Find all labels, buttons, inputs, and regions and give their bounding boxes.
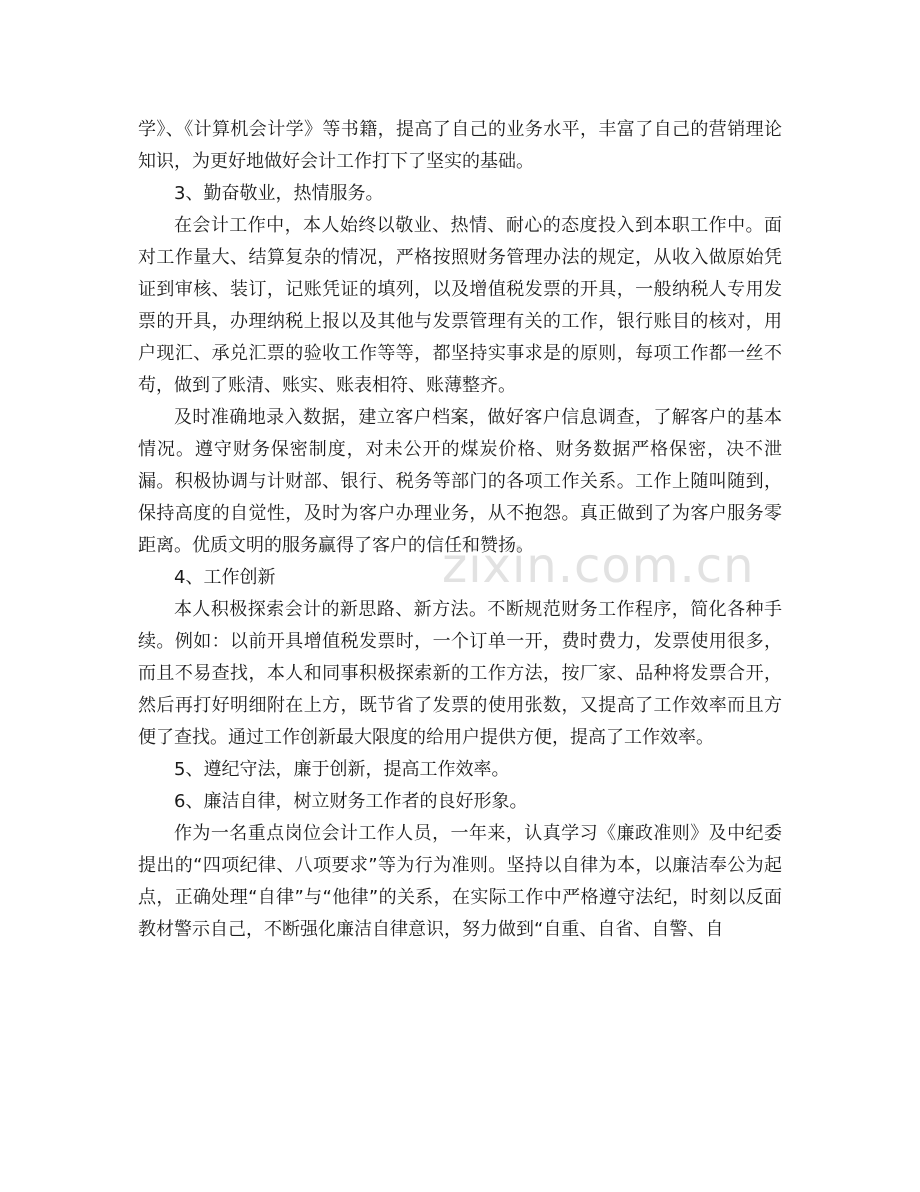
paragraph-1: 学》、《计算机会计学》等书籍，提高了自己的业务水平，丰富了自己的营销理论知识，为更好地做好会计工作打下了坚实的基础。	[138, 119, 782, 172]
heading-5-discipline: 5、遵纪守法，廉于创新，提高工作效率。	[174, 759, 510, 780]
heading-4-innovation: 4、工作创新	[174, 567, 276, 588]
paragraph-accounting-work: 在会计工作中，本人始终以敬业、热情、耐心的态度投入到本职工作中。面对工作量大、结算复杂的情况，严格按照财务管理办法的规定，从收入做原始凭证到审核、装订，记账凭证的填列，以及增值税发票的开具，一般纳税人专用发票的开具，办理纳税上报以及其他与发票管理有关的工作，银行账目的核对，用户现汇、承兑汇票的验收工作等等，都坚持实事求是的原则，每项工作都一丝不苟，做到了账清、账实、账表相符、账薄整齐。	[138, 215, 782, 396]
paragraph-integrity: 作为一名重点岗位会计工作人员，一年来，认真学习《廉政准则》及中纪委提出的“四项纪律、八项要求”等为行为准则。坚持以自律为本，以廉洁奉公为起点，正确处理“自律”与“他律”的关系，在实际工作中严格遵守法纪，时刻以反面教材警示自己，不断强化廉洁自律意识，努力做到“自重、自省、自警、自	[138, 823, 782, 940]
heading-3-diligence: 3、勤奋敬业，热情服务。	[174, 183, 384, 204]
paragraph-client-data: 及时准确地录入数据，建立客户档案，做好客户信息调查，了解客户的基本情况。遵守财务保密制度，对未公开的煤炭价格、财务数据严格保密，决不泄漏。积极协调与计财部、银行、税务等部门的各项工作关系。工作上随叫随到，保持高度的自觉性，及时为客户办理业务，从不抱怨。真正做到了为客户服务零距离。优质文明的服务赢得了客户的信任和赞扬。	[138, 407, 782, 556]
document-body	[138, 114, 782, 946]
paragraph-innovation: 本人积极探索会计的新思路、新方法。不断规范财务工作程序，简化各种手续。例如：以前开具增值税发票时，一个订单一开，费时费力，发票使用很多，而且不易查找，本人和同事积极探索新的工作方法，按厂家、品种将发票合开，然后再打好明细附在上方，既节省了发票的使用张数，又提高了工作效率而且方便了查找。通过工作创新最大限度的给用户提供方便，提高了工作效率。	[138, 599, 782, 748]
watermark-logo: zixin.com.cn	[442, 538, 755, 594]
heading-6-integrity: 6、廉洁自律，树立财务工作者的良好形象。	[174, 791, 528, 812]
